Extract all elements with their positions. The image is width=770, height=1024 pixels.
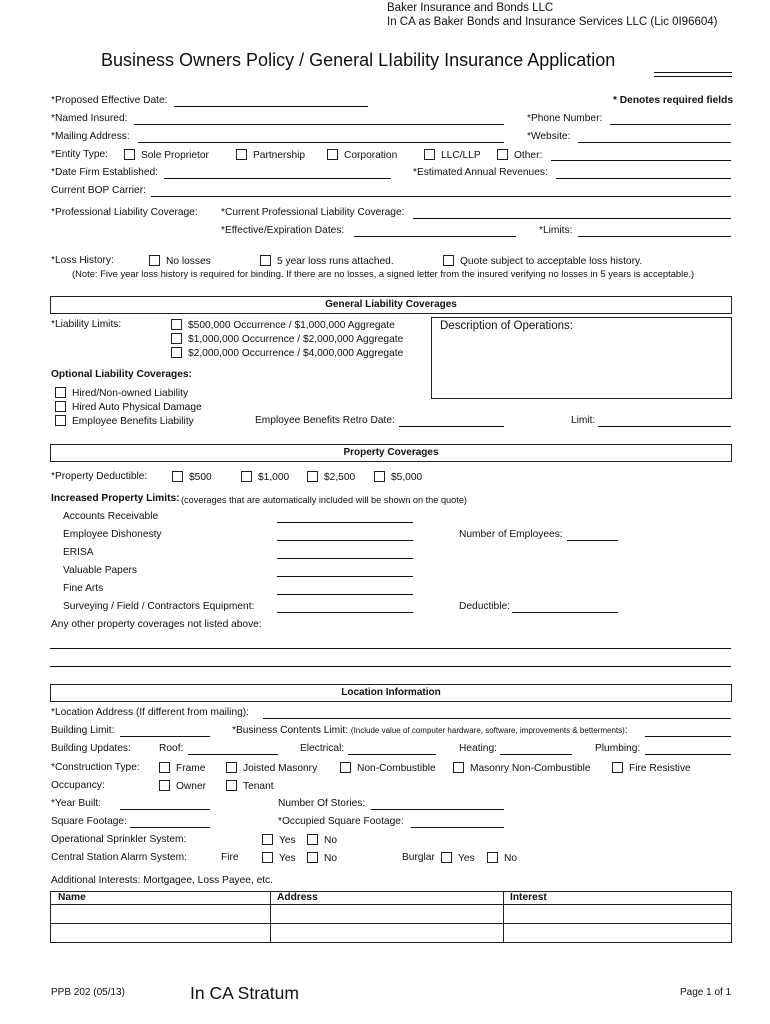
optional-hired-nonowned[interactable]: Hired/Non-owned Liability [55, 387, 188, 399]
loss-runs[interactable]: 5 year loss runs attached. [260, 255, 394, 267]
alarm-fire-label: Fire [221, 852, 239, 863]
form-id: PPB 202 (05/13) [51, 987, 125, 998]
sprinkler-label: Operational Sprinkler System: [51, 834, 187, 845]
dishonesty-field[interactable] [277, 540, 413, 541]
checkbox-icon[interactable] [149, 255, 160, 266]
checkbox-icon[interactable] [171, 333, 182, 344]
square-footage-label: Square Footage: [51, 816, 127, 827]
limit-option-500k[interactable]: $500,000 Occurrence / $1,000,000 Aggregate [171, 319, 395, 331]
limits-label: *Limits: [539, 225, 573, 236]
alarm-burglar-label: Burglar [402, 852, 435, 863]
checkbox-icon[interactable] [226, 762, 237, 773]
checkbox-icon[interactable] [307, 834, 318, 845]
loss-none[interactable]: No losses [149, 255, 211, 267]
checkbox-icon[interactable] [55, 387, 66, 398]
checkbox-icon[interactable] [172, 471, 183, 482]
checkbox-icon[interactable] [262, 834, 273, 845]
checkbox-icon[interactable] [262, 852, 273, 863]
heating-field[interactable] [500, 754, 572, 755]
description-operations-label: Description of Operations: [440, 320, 573, 332]
table-cell-interest-1[interactable] [503, 904, 732, 924]
table-cell-name-2[interactable] [50, 923, 271, 943]
occupancy-tenant[interactable]: Tenant [226, 780, 274, 792]
square-footage-field[interactable] [130, 827, 210, 828]
checkbox-icon[interactable] [487, 852, 498, 863]
valuable-papers-field[interactable] [277, 576, 413, 577]
occupied-sq-field[interactable] [411, 827, 504, 828]
checkbox-icon[interactable] [374, 471, 385, 482]
current-prof-label: *Current Professional Liability Coverage: [221, 207, 405, 218]
bop-carrier-field[interactable] [151, 196, 731, 197]
entity-partnership[interactable]: Partnership [236, 149, 305, 161]
eff-exp-label: *Effective/Expiration Dates: [221, 225, 345, 236]
checkbox-icon[interactable] [307, 471, 318, 482]
eb-limit-field[interactable] [598, 426, 731, 427]
deductible-500[interactable]: $500 [172, 471, 212, 483]
construction-masonry-nc[interactable]: Masonry Non-Combustible [453, 762, 591, 774]
revenues-field[interactable] [556, 178, 731, 179]
checkbox-icon[interactable] [441, 852, 452, 863]
construction-joisted-masonry[interactable]: Joisted Masonry [226, 762, 317, 774]
location-address-field[interactable] [263, 718, 731, 719]
contents-limit-label: *Business Contents Limit: (Include value of computer hardware, software, improvements & betterments): [232, 725, 628, 736]
description-operations-box[interactable] [431, 317, 732, 399]
table-cell-interest-2[interactable] [503, 923, 732, 943]
num-employees-label: Number of Employees: [459, 529, 563, 540]
table-header-interest: Interest [503, 891, 732, 905]
company-name: Baker Insurance and Bonds LLC [387, 2, 554, 14]
sprinkler-no[interactable]: No [307, 834, 337, 846]
location-address-label: *Location Address (If different from mailing): [51, 707, 249, 718]
burglar-alarm-no[interactable]: No [487, 852, 517, 864]
effective-date-label: *Proposed Effective Date: [51, 95, 168, 106]
property-section-header: Property Coverages [50, 444, 732, 462]
burglar-alarm-yes[interactable]: Yes [441, 852, 475, 864]
page-number: Page 1 of 1 [680, 987, 732, 998]
sprinkler-yes[interactable]: Yes [262, 834, 296, 846]
fire-alarm-no[interactable]: No [307, 852, 337, 864]
required-note: * Denotes required fields [613, 95, 734, 106]
occupied-sq-label: *Occupied Square Footage: [278, 816, 404, 827]
num-employees-field[interactable] [567, 540, 618, 541]
title-underline-2 [654, 76, 732, 77]
occupancy-label: Occupancy: [51, 780, 105, 791]
property-deductible-label: *Property Deductible: [51, 471, 148, 482]
stratum-label: In CA Stratum [190, 983, 299, 1003]
electrical-label: Electrical: [300, 743, 345, 754]
year-built-field[interactable] [120, 809, 210, 810]
optional-hired-auto[interactable]: Hired Auto Physical Damage [55, 401, 202, 413]
contents-limit-field[interactable] [645, 736, 731, 737]
additional-interests-label: Additional Interests: Mortgagee, Loss Payee, etc. [51, 875, 273, 886]
surveying-field[interactable] [277, 612, 413, 613]
eb-limit-label: Limit: [571, 415, 596, 426]
table-header-address: Address [270, 891, 504, 905]
checkbox-icon[interactable] [236, 149, 247, 160]
bop-carrier-label: Current BOP Carrier: [51, 185, 146, 196]
location-section-header: Location Information [50, 684, 732, 702]
stories-label: Number Of Stories: [278, 798, 366, 809]
property-item-accounts: Accounts Receivable [63, 511, 159, 522]
date-established-label: *Date Firm Established: [51, 167, 159, 178]
limits-field[interactable] [578, 236, 731, 237]
other-coverages-line-1[interactable] [50, 648, 731, 649]
deductible-1000[interactable]: $1,000 [241, 471, 289, 483]
loss-note: (Note: Five year loss history is required for binding. If there are no losses, a signed letter from the insured verifying no losses in 5 years is acceptable.) [72, 268, 695, 279]
roof-label: Roof: [159, 743, 184, 754]
roof-field[interactable] [188, 754, 278, 755]
heating-label: Heating: [459, 743, 497, 754]
construction-non-combustible[interactable]: Non-Combustible [340, 762, 436, 774]
checkbox-icon[interactable] [241, 471, 252, 482]
fine-arts-field[interactable] [277, 594, 413, 595]
website-field[interactable] [578, 142, 731, 143]
property-item-dishonesty: Employee Dishonesty [63, 529, 162, 540]
table-cell-name-1[interactable] [50, 904, 271, 924]
checkbox-icon[interactable] [171, 319, 182, 330]
current-prof-field[interactable] [413, 218, 731, 219]
fire-alarm-yes[interactable]: Yes [262, 852, 296, 864]
plumbing-field[interactable] [645, 754, 731, 755]
erisa-field[interactable] [277, 558, 413, 559]
table-cell-address-2[interactable] [270, 923, 504, 943]
property-item-valuable-papers: Valuable Papers [63, 565, 138, 576]
checkbox-icon[interactable] [307, 852, 318, 863]
property-item-surveying: Surveying / Field / Contractors Equipment: [63, 601, 255, 612]
checkbox-icon[interactable] [124, 149, 135, 160]
checkbox-icon[interactable] [171, 347, 182, 358]
construction-frame[interactable]: Frame [159, 762, 205, 774]
revenues-label: *Estimated Annual Revenues: [413, 167, 548, 178]
increased-limits-note: (coverages that are automatically included will be shown on the quote) [181, 495, 467, 505]
construction-type-label: *Construction Type: [51, 762, 140, 773]
increased-limits-label: Increased Property Limits: [51, 493, 180, 504]
construction-fire-resistive[interactable]: Fire Resistive [612, 762, 691, 774]
loss-history-label: *Loss History: [51, 255, 114, 266]
other-coverages-line-2[interactable] [50, 666, 731, 667]
checkbox-icon[interactable] [55, 401, 66, 412]
deductible-5000[interactable]: $5,000 [374, 471, 422, 483]
deductible-label: Deductible: [459, 601, 510, 612]
named-insured-field[interactable] [134, 124, 504, 125]
year-built-label: *Year Built: [51, 798, 102, 809]
checkbox-icon[interactable] [340, 762, 351, 773]
plumbing-label: Plumbing: [595, 743, 641, 754]
checkbox-icon[interactable] [159, 780, 170, 791]
prof-liability-label: *Professional Liability Coverage: [51, 207, 198, 218]
electrical-field[interactable] [348, 754, 436, 755]
mailing-field[interactable] [138, 142, 504, 143]
entity-corporation[interactable]: Corporation [327, 149, 397, 161]
entity-llc[interactable]: LLC/LLP [424, 149, 481, 161]
phone-field[interactable] [610, 124, 731, 125]
date-established-field[interactable] [164, 178, 391, 179]
checkbox-icon[interactable] [55, 415, 66, 426]
property-item-erisa: ERISA [63, 547, 94, 558]
table-header-name: Name [50, 891, 271, 905]
entity-type-label: *Entity Type: [51, 149, 109, 160]
checkbox-icon[interactable] [497, 149, 508, 160]
mailing-label: *Mailing Address: [51, 131, 130, 142]
optional-employee-benefits[interactable]: Employee Benefits Liability [55, 415, 194, 427]
gl-section-header: General Liability Coverages [50, 296, 732, 314]
phone-label: *Phone Number: [527, 113, 603, 124]
stories-field[interactable] [371, 809, 504, 810]
deductible-field[interactable] [512, 612, 618, 613]
alarm-label: Central Station Alarm System: [51, 852, 187, 863]
website-label: *Website: [527, 131, 571, 142]
building-updates-label: Building Updates: [51, 743, 131, 754]
occupancy-owner[interactable]: Owner [159, 780, 206, 792]
property-item-fine-arts: Fine Arts [63, 583, 104, 594]
loss-quote-subject[interactable]: Quote subject to acceptable loss history. [443, 255, 642, 267]
retro-date-field[interactable] [399, 426, 504, 427]
table-cell-address-1[interactable] [270, 904, 504, 924]
other-coverages-label: Any other property coverages not listed above: [51, 619, 262, 630]
optional-coverages-label: Optional Liability Coverages: [51, 369, 192, 380]
liability-limits-label: *Liability Limits: [51, 319, 122, 330]
title-underline [654, 72, 732, 73]
entity-other-field[interactable] [551, 160, 731, 161]
checkbox-icon[interactable] [424, 149, 435, 160]
eff-exp-field[interactable] [354, 236, 516, 237]
checkbox-icon[interactable] [159, 762, 170, 773]
retro-date-label: Employee Benefits Retro Date: [255, 415, 395, 426]
building-limit-label: Building Limit: [51, 725, 115, 736]
checkbox-icon[interactable] [260, 255, 271, 266]
effective-date-field[interactable] [174, 106, 368, 107]
accounts-field[interactable] [277, 522, 413, 523]
checkbox-icon[interactable] [612, 762, 623, 773]
deductible-2500[interactable]: $2,500 [307, 471, 355, 483]
building-limit-field[interactable] [120, 736, 210, 737]
entity-other[interactable]: Other: [497, 149, 542, 161]
limit-option-2m[interactable]: $2,000,000 Occurrence / $4,000,000 Aggregate [171, 347, 403, 359]
checkbox-icon[interactable] [226, 780, 237, 791]
company-license: In CA as Baker Bonds and Insurance Services LLC (Lic 0I96604) [387, 16, 718, 28]
entity-sole-proprietor[interactable]: Sole Proprietor [124, 149, 209, 161]
named-insured-label: *Named Insured: [51, 113, 128, 124]
page-title: Business Owners Policy / General LIability Insurance Application [101, 50, 616, 70]
checkbox-icon[interactable] [453, 762, 464, 773]
checkbox-icon[interactable] [443, 255, 454, 266]
limit-option-1m[interactable]: $1,000,000 Occurrence / $2,000,000 Aggregate [171, 333, 403, 345]
checkbox-icon[interactable] [327, 149, 338, 160]
